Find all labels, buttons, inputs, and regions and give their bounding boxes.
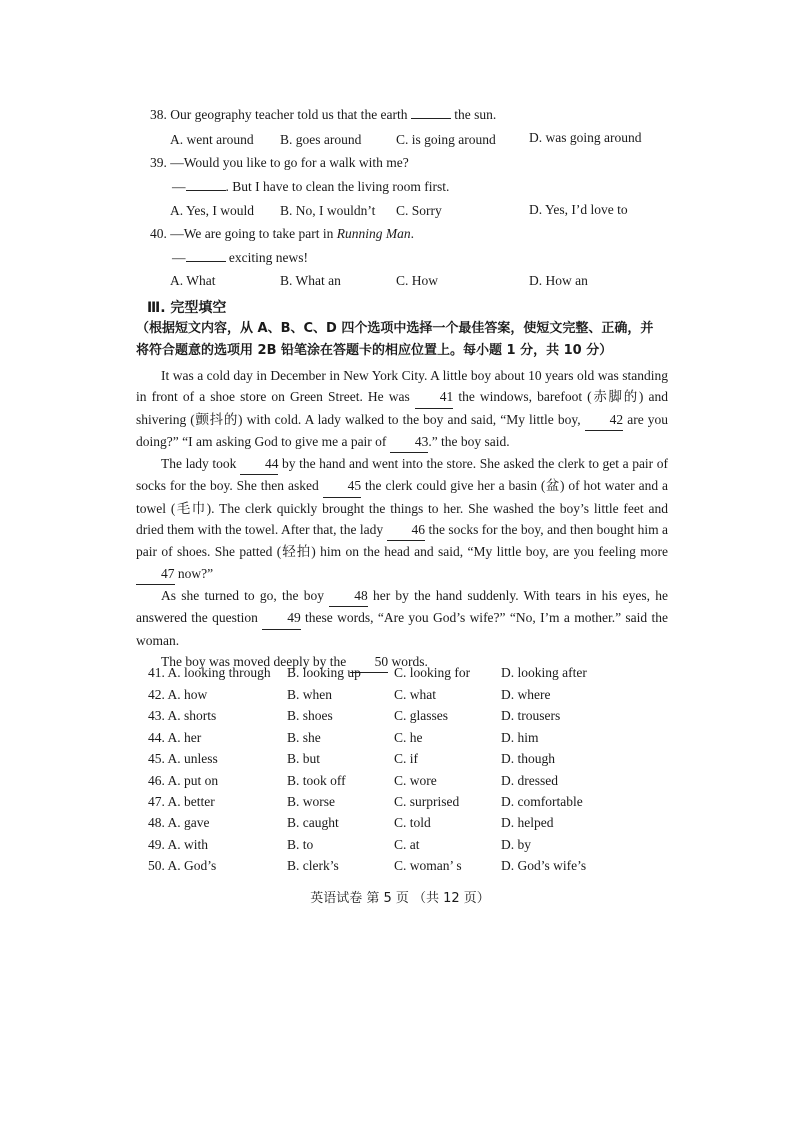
passage-paragraph: The lady took 44 by the hand and went into the store. She asked the clerk to get a pair of socks for the boy. She then asked 45 the clerk could give her a basin (盆) of hot water and a towel (毛巾). The clerk quickly brought the things to her. She washed the boy’s little feet and dried them with the towel. After that, the lady 46 the socks for the boy, and then bought him a pair of shoes. She patted (轻拍) him on the head and said, “My little boy, are you feeling more 47 now?” [136,453,668,585]
choice-45-c: C. if [394,751,419,766]
choice-50-c: C. woman’ s [394,858,462,873]
choice-49-d: D. by [501,837,531,852]
choice-42-c: C. what [394,687,436,702]
blank-46: 46 [387,519,426,541]
choice-48-b: B. caught [287,815,339,830]
choice-45-d: D. though [501,751,555,766]
section-title: Ⅲ. 完型填空 [147,300,227,316]
q40-option-c: C. How [396,273,439,288]
blank-45: 45 [323,475,362,497]
q39-option-c: C. Sorry [396,203,442,218]
choice-44-d: D. him [501,730,539,745]
blank-50: 50 [350,651,389,673]
blank-49: 49 [262,607,301,629]
choice-49-a: 49. A. with [148,837,209,852]
passage-paragraph: As she turned to go, the boy 48 her by the hand suddenly. With tears in his eyes, he answered the question 49 these words, “Are you God’s wife?” “No, I’m a mother.” said the woman. [136,585,668,651]
answer-blank [186,249,226,262]
q38-option-c: C. is going around [396,132,496,147]
q39-option-d: D. Yes, I’d love to [529,202,628,217]
choice-45-a: 45. A. unless [148,751,218,766]
choice-47-b: B. worse [287,794,335,809]
choice-50-a: 50. A. God’s [148,858,217,873]
blank-47: 47 [136,563,175,585]
choice-43-c: C. glasses [394,708,448,723]
blank-42: 42 [585,409,624,431]
question-39-stem: 39. —Would you like to go for a walk with me? [150,155,409,170]
choice-41-a: 41. A. looking through [148,665,271,680]
choice-42-b: B. when [287,687,332,702]
choice-43-b: B. shoes [287,708,333,723]
question-40-reply: — exciting news! [172,250,308,265]
choice-46-c: C. wore [394,773,437,788]
choice-49-b: B. to [287,837,314,852]
choice-48-d: D. helped [501,815,554,830]
section-instruction: （根据短文内容，从 A、B、C、D 四个选项中选择一个最佳答案，使短文完整、正确，并 将符合题意的选项用 2B 铅笔涂在答题卡的相应位置上。每小题 1 分，共 10 分） [136,321,654,358]
choice-42-a: 42. A. how [148,687,208,702]
q40-option-d: D. How an [529,273,588,288]
passage-paragraph: It was a cold day in December in New York City. A little boy about 10 years old was standing in front of a shoe store on Green Street. He was 41 the windows, barefoot (赤脚的) and shivering (颤抖的) with cold. A lady walked to the boy and said, “My little boy, 42 are you doing?” “I am asking God to give me a pair of 43.” the boy said. [136,365,668,453]
answer-blank [411,106,451,119]
choice-49-c: C. at [394,837,420,852]
choice-47-a: 47. A. better [148,794,215,809]
blank-48: 48 [329,585,368,607]
answer-blank [186,178,226,191]
choice-46-b: B. took off [287,773,346,788]
blank-41: 41 [415,386,454,408]
q38-option-d: D. was going around [529,130,642,145]
q38-option-a: A. went around [170,132,254,147]
page-footer: 英语试卷 第 5 页 （共 12 页） [310,891,490,906]
choice-41-d: D. looking after [501,665,587,680]
choice-41-c: C. looking for [394,665,471,680]
q40-option-a: A. What [170,273,216,288]
q38-option-b: B. goes around [280,132,362,147]
blank-44: 44 [240,453,279,475]
choice-45-b: B. but [287,751,321,766]
choice-50-d: D. God’s wife’s [501,858,587,873]
choice-43-d: D. trousers [501,708,561,723]
question-39-reply: — . But I have to clean the living room first. [172,179,450,194]
q39-option-a: A. Yes, I would [170,203,255,218]
choice-44-c: C. he [394,730,423,745]
cloze-passage [136,365,668,673]
question-40-stem: 40. —We are going to take part in Running Man. [150,226,414,241]
choice-43-a: 43. A. shorts [148,708,217,723]
choice-48-c: C. told [394,815,431,830]
choice-42-d: D. where [501,687,551,702]
choice-46-a: 46. A. put on [148,773,219,788]
choice-48-a: 48. A. gave [148,815,210,830]
blank-43: 43 [390,431,429,453]
choice-41-b: B. looking up [287,665,361,680]
choice-44-a: 44. A. her [148,730,202,745]
choice-46-d: D. dressed [501,773,558,788]
choice-44-b: B. she [287,730,321,745]
choice-47-c: C. surprised [394,794,460,809]
q39-option-b: B. No, I wouldn’t [280,203,376,218]
question-38-stem: 38. Our geography teacher told us that the earth the sun. [150,107,497,122]
passage-paragraph: The boy was moved deeply by the 50 words. [136,651,668,673]
choice-47-d: D. comfortable [501,794,583,809]
choice-50-b: B. clerk’s [287,858,339,873]
q40-option-b: B. What an [280,273,341,288]
